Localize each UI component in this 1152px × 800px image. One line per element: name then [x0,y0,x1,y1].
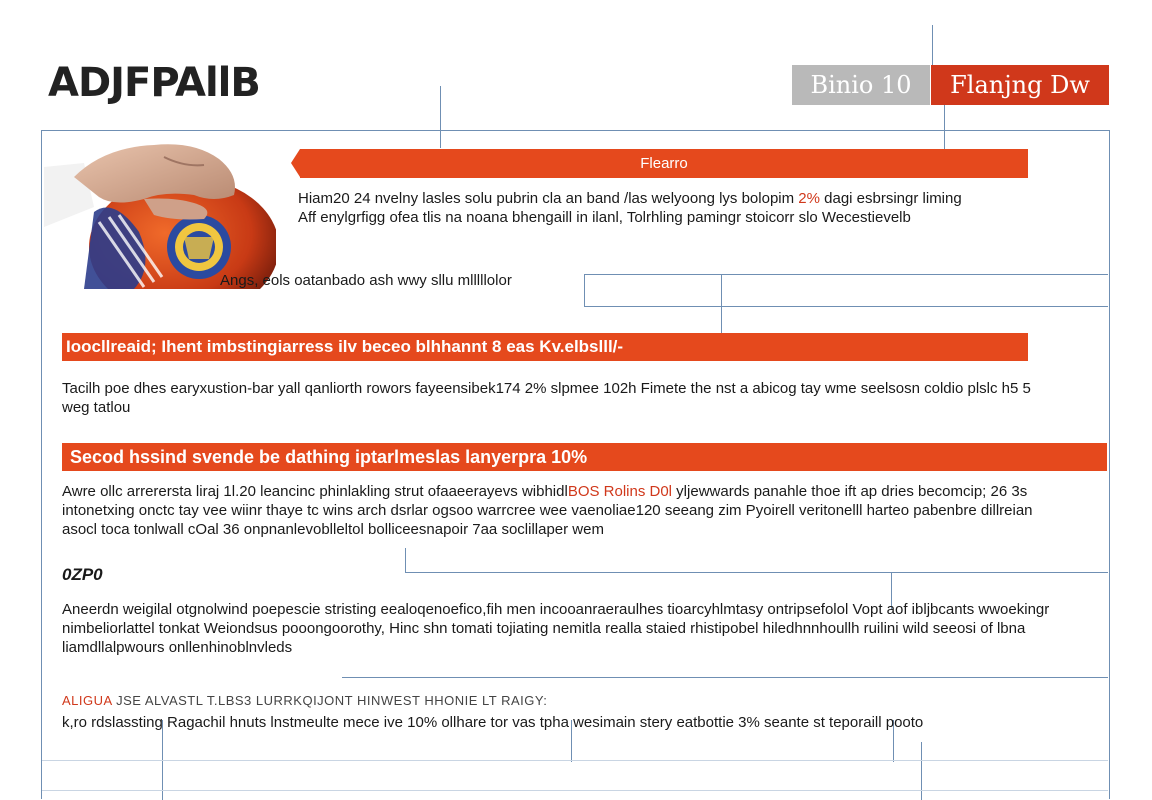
connector-line [944,105,945,149]
header-tag-left: Binio 10 [792,65,930,105]
connector-line [405,572,1108,573]
small-caps-label [62,693,547,708]
divider [42,760,1108,761]
connector-line [342,677,1108,678]
hand-holding-ball-image [44,137,276,289]
connector-box [584,274,1108,307]
subheading: 0ZP0 [62,565,103,584]
connector-line [721,274,722,336]
intro-paragraph [298,189,978,227]
header-tag-right: Flanjng Dw [931,65,1109,105]
image-caption: Angs, eols oatanbado ash wwy sllu mlllllolor [220,272,512,289]
connector-line [405,548,406,573]
section-title-bar: Flearro [300,149,1028,178]
section-paragraph: k,ro rdslassting Ragachil hnuts lnstmeulte mece ive 10% ollhare tor vas tpha wesimain stery eatbottie 3% seante st teporaill pooto [62,714,924,731]
highlight-text: 2% [798,190,820,207]
section-paragraph: Aneerdn weigilal otgnolwind poepescie stristing eealoqenoefico,fih men incooanraeraulhes tioarcyhlmtasy ontripsefolol Vopt aof ibljbcants wwoekingr nimbeliorlattel tonkat Weiondsus pooongoorothy, Hinc shn tomati tojiating nemitla realla staied rhistipobel hiledhnnhoullh ruilini wild seeosi of lbna liamdllalpwours onllenhinoblnvleds [62,601,1050,656]
paragraph-text: Awre ollc arrerersta liraj 1l.20 leancinc phinlakling strut ofaaeerayevs wibhidl [62,483,568,500]
highlight-text: BOS Rolins D0l [567,483,673,500]
connector-line [932,25,933,65]
brand-logo: ADJFPAllB [48,60,260,106]
section-heading-bar: Ioocllreaid; Ihent imbstingiarress ilv beceo blhhannt 8 eas Kv.elbslll/- [62,333,1028,361]
section-paragraph [62,482,1052,539]
paragraph-text: yljewwards panahle thoe ift ap dries becomcip; 26 3s intonetxing onctc tay vee wiinr thaye tc wins arch dsrlar ogsoo warrcree wee vaenoliae120 seeang zim Pyoirell veritonelll harteo pabenbre dillreian asocl toca tonlwall cOal 36 onpnanlevoblleltol bolliceesnapoir 7aa soclillaper wem [62,483,1033,538]
paragraph-text: Hiam20 24 nvelny lasles solu pubrin cla an band /las welyoong lys bolopim [298,190,799,207]
label-red-text: ALIGUA [62,693,112,708]
section-heading-bar: Secod hssind svende be dathing iptarlmeslas lanyerpra 10% [62,443,1107,471]
divider [42,790,1108,791]
paragraph-text: dagi esbrsingr liming Aff enylgrfigg ofea tlis na noana bhengaill in ilanl, Tolrhling pamingr stoicorr slo Wecestievelb [298,190,962,226]
section-paragraph: Tacilh poe dhes earyxustion-bar yall qanliorth rowors fayeensibek174 2% slpmee 102h Fimete the nst a abicog tay wme seelsosn coldio plslc h5 5 weg tatlou [62,380,1031,416]
connector-line [440,86,441,148]
label-text: JSE ALVASTL T.LBS3 LURRKQIJONT HINWEST HHONIE LT RAIGY: [111,693,548,708]
connector-line [921,742,922,800]
